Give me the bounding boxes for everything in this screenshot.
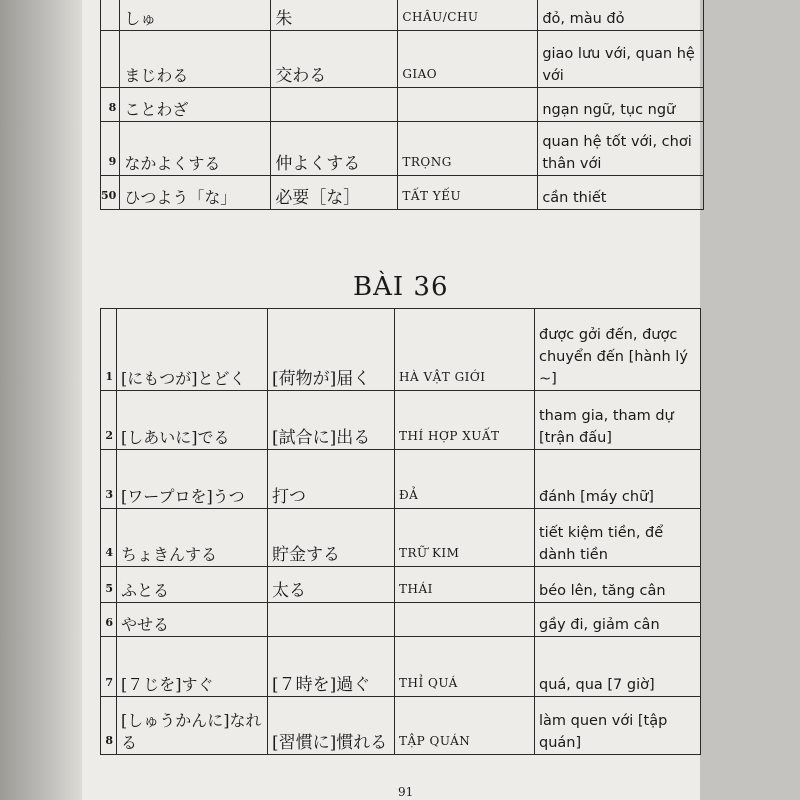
hanviet-cell bbox=[395, 603, 535, 637]
meaning-cell: tiết kiệm tiền, để dành tiền bbox=[535, 509, 701, 567]
table-row bbox=[101, 31, 704, 88]
table-row bbox=[101, 176, 704, 210]
row-number: 1 bbox=[101, 309, 117, 391]
kanji-cell: 仲よくする bbox=[271, 122, 398, 176]
kana-cell: しゅ bbox=[120, 0, 271, 31]
row-number: 2 bbox=[101, 391, 117, 450]
hanviet-cell: HÀ VẬT GIỚI bbox=[395, 309, 535, 391]
hanviet-cell: GIAO bbox=[398, 31, 538, 88]
hanviet-cell: CHÂU/CHU bbox=[398, 0, 538, 31]
table-row bbox=[101, 509, 701, 567]
table-row bbox=[101, 391, 701, 450]
row-number: 4 bbox=[101, 509, 117, 567]
section-title: BÀI 36 bbox=[353, 272, 449, 302]
table-row bbox=[101, 450, 701, 509]
hanviet-cell: TRỮ KIM bbox=[395, 509, 535, 567]
vocab-table-lesson-36 bbox=[100, 308, 701, 755]
table-row bbox=[101, 122, 704, 176]
table-row bbox=[101, 697, 701, 755]
hanviet-cell: THÍ HỢP XUẤT bbox=[395, 391, 535, 450]
kanji-cell: 必要［な］ bbox=[271, 176, 398, 210]
kana-cell: [ワープロを]うつ bbox=[117, 450, 268, 509]
kanji-cell: 交わる bbox=[271, 31, 398, 88]
meaning-cell: làm quen với [tập quán] bbox=[535, 697, 701, 755]
kanji-cell: [７時を]過ぐ bbox=[268, 637, 395, 697]
hanviet-cell: TRỌNG bbox=[398, 122, 538, 176]
kana-cell: ことわざ bbox=[120, 88, 271, 122]
meaning-cell: quá, qua [7 giờ] bbox=[535, 637, 701, 697]
hanviet-cell bbox=[398, 88, 538, 122]
hanviet-cell: TẬP QUÁN bbox=[395, 697, 535, 755]
row-number: 8 bbox=[101, 697, 117, 755]
kana-cell: ちょきんする bbox=[117, 509, 268, 567]
meaning-cell: được gởi đến, được chuyển đến [hành lý ~] bbox=[535, 309, 701, 391]
kanji-cell: [荷物が]届く bbox=[268, 309, 395, 391]
kanji-cell bbox=[268, 603, 395, 637]
hanviet-cell: THỈ QUÁ bbox=[395, 637, 535, 697]
table-row bbox=[101, 88, 704, 122]
meaning-cell: đánh [máy chữ] bbox=[535, 450, 701, 509]
meaning-cell: đỏ, màu đỏ bbox=[538, 0, 704, 31]
kanji-cell: [試合に]出る bbox=[268, 391, 395, 450]
kanji-cell: 太る bbox=[268, 567, 395, 603]
book-spine bbox=[0, 0, 82, 800]
kanji-cell: 朱 bbox=[271, 0, 398, 31]
table-row bbox=[101, 603, 701, 637]
row-number: 7 bbox=[101, 637, 117, 697]
row-number bbox=[101, 0, 120, 31]
hanviet-cell: TẤT YẾU bbox=[398, 176, 538, 210]
background-surface bbox=[700, 0, 800, 800]
table-row bbox=[101, 0, 704, 31]
kana-cell: [にもつが]とどく bbox=[117, 309, 268, 391]
kana-cell: ひつよう「な」 bbox=[120, 176, 271, 210]
meaning-cell: giao lưu với, quan hệ với bbox=[538, 31, 704, 88]
hanviet-cell: THÁI bbox=[395, 567, 535, 603]
row-number bbox=[101, 31, 120, 88]
meaning-cell: gầy đi, giảm cân bbox=[535, 603, 701, 637]
kanji-cell: 貯金する bbox=[268, 509, 395, 567]
kana-cell: やせる bbox=[117, 603, 268, 637]
kana-cell: なかよくする bbox=[120, 122, 271, 176]
row-number: 3 bbox=[101, 450, 117, 509]
kana-cell: [しあいに]でる bbox=[117, 391, 268, 450]
row-number: 8 bbox=[101, 88, 120, 122]
table-row bbox=[101, 637, 701, 697]
meaning-cell: tham gia, tham dự [trận đấu] bbox=[535, 391, 701, 450]
kana-cell: [７じを]すぐ bbox=[117, 637, 268, 697]
meaning-cell: béo lên, tăng cân bbox=[535, 567, 701, 603]
row-number: 5 bbox=[101, 567, 117, 603]
kana-cell: まじわる bbox=[120, 31, 271, 88]
kana-cell: ふとる bbox=[117, 567, 268, 603]
kanji-cell: 打つ bbox=[268, 450, 395, 509]
page-number: 91 bbox=[398, 785, 414, 799]
meaning-cell: cần thiết bbox=[538, 176, 704, 210]
vocab-table-previous bbox=[100, 0, 704, 210]
hanviet-cell: ĐẢ bbox=[395, 450, 535, 509]
meaning-cell: ngạn ngữ, tục ngữ bbox=[538, 88, 704, 122]
meaning-cell: quan hệ tốt với, chơi thân với bbox=[538, 122, 704, 176]
row-number: 6 bbox=[101, 603, 117, 637]
row-number: 9 bbox=[101, 122, 120, 176]
table-row bbox=[101, 567, 701, 603]
kana-cell: [しゅうかんに]なれる bbox=[117, 697, 268, 755]
kanji-cell bbox=[271, 88, 398, 122]
row-number: 50 bbox=[101, 176, 120, 210]
table-row bbox=[101, 309, 701, 391]
kanji-cell: [習慣に]慣れる bbox=[268, 697, 395, 755]
